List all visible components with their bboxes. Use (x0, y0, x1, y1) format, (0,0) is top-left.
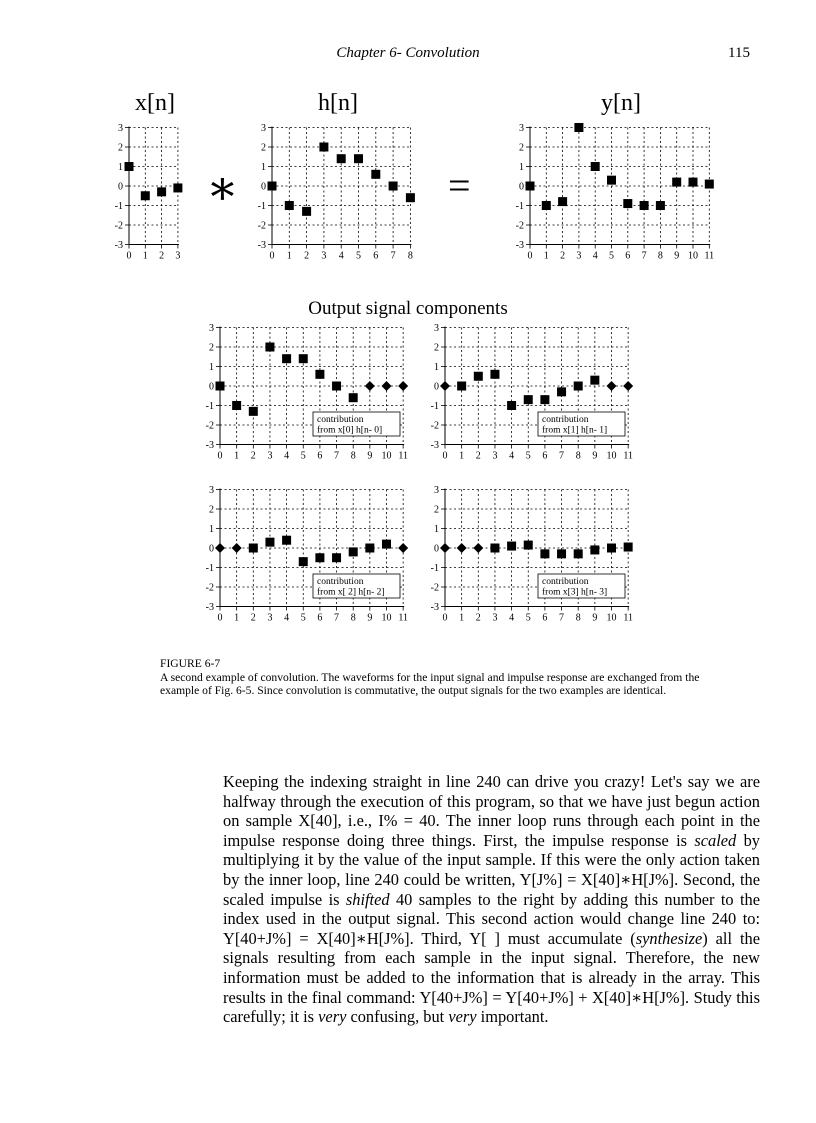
data-point-square (315, 370, 324, 379)
x-tick-label: 0 (269, 250, 275, 262)
y-tick-label: 0 (209, 381, 214, 393)
data-point-square (524, 395, 533, 404)
data-point-diamond (398, 381, 408, 391)
data-point-square (382, 540, 391, 549)
x-tick-label: 1 (459, 612, 465, 624)
x-tick-label: 10 (381, 612, 392, 624)
data-point-square (141, 191, 150, 200)
x-tick-label: 2 (159, 250, 165, 262)
data-point-square (265, 343, 274, 352)
x-tick-label: 4 (338, 250, 344, 262)
x-tick-label: 2 (475, 612, 481, 624)
x-tick-label: 2 (475, 450, 481, 462)
data-point-square (574, 123, 583, 132)
x-tick-label: 6 (542, 612, 548, 624)
x-tick-label: 8 (575, 612, 581, 624)
legend-text: contribution (317, 577, 364, 587)
x-tick-label: 1 (459, 450, 465, 462)
x-tick-label: 8 (350, 450, 356, 462)
y-tick-label: 0 (519, 181, 524, 193)
y-tick-label: -1 (430, 401, 439, 412)
y-tick-label: 3 (118, 123, 123, 134)
data-point-square (672, 178, 681, 187)
y-tick-label: -2 (205, 420, 214, 432)
data-point-square (524, 541, 533, 550)
data-point-diamond (607, 381, 617, 391)
y-tick-label: 1 (118, 162, 123, 173)
y-tick-label: 1 (519, 162, 524, 173)
data-point-square (590, 545, 599, 554)
chart-y (516, 123, 714, 262)
x-tick-label: 10 (606, 450, 617, 462)
x-tick-label: 4 (284, 450, 290, 462)
x-tick-label: 11 (623, 450, 633, 462)
data-point-square (542, 201, 551, 210)
data-point-square (365, 544, 374, 553)
x-tick-label: 6 (625, 250, 631, 262)
data-point-square (590, 376, 599, 385)
x-tick-label: 8 (657, 250, 663, 262)
data-point-square (349, 547, 358, 556)
y-tick-label: 1 (434, 524, 439, 535)
x-tick-label: 3 (492, 450, 498, 462)
x-tick-label: 0 (126, 250, 132, 262)
x-tick-label: 5 (356, 250, 361, 262)
x-tick-label: 2 (250, 450, 256, 462)
x-tick-label: 7 (641, 250, 647, 262)
data-point-square (705, 180, 714, 189)
y-tick-label: 3 (519, 123, 524, 134)
y-tick-label: -2 (205, 582, 214, 594)
y-tick-label: -3 (430, 602, 439, 613)
data-point-square (607, 176, 616, 185)
x-tick-label: 10 (381, 450, 392, 462)
y-tick-label: 2 (434, 504, 439, 516)
y-tick-label: -2 (257, 220, 266, 232)
y-tick-label: -3 (515, 240, 524, 251)
y-tick-label: 3 (261, 123, 266, 134)
y-tick-label: -1 (430, 563, 439, 574)
y-tick-label: 3 (209, 323, 214, 334)
x-tick-label: 3 (321, 250, 327, 262)
x-tick-label: 2 (304, 250, 310, 262)
y-tick-label: -3 (114, 240, 123, 251)
x-tick-label: 9 (592, 612, 598, 624)
y-tick-label: 0 (118, 181, 123, 193)
data-point-square (299, 354, 308, 363)
data-point-square (282, 354, 291, 363)
data-point-square (282, 536, 291, 545)
x-tick-label: 1 (543, 250, 549, 262)
x-tick-label: 10 (606, 612, 617, 624)
x-tick-label: 7 (390, 250, 396, 262)
x-tick-label: 9 (592, 450, 598, 462)
data-point-square (157, 187, 166, 196)
legend-text: contribution (317, 415, 364, 425)
data-point-square (457, 382, 466, 391)
x-tick-label: 4 (509, 612, 515, 624)
data-point-square (349, 393, 358, 402)
emphasis-very-1: very (318, 1007, 347, 1027)
y-tick-label: 3 (434, 323, 439, 334)
y-tick-label: 0 (209, 543, 214, 555)
x-tick-label: 2 (560, 250, 566, 262)
page-number: 115 (728, 45, 750, 61)
running-header: Chapter 6- Convolution (336, 45, 480, 61)
y-tick-label: 2 (118, 142, 123, 154)
data-point-diamond (457, 543, 467, 553)
legend-text: from x[0] h[n- 0] (317, 425, 383, 436)
chart-h (258, 123, 415, 262)
figure-caption (160, 657, 720, 698)
y-tick-label: 1 (261, 162, 266, 173)
x-tick-label: 0 (442, 612, 448, 624)
data-point-square (557, 549, 566, 558)
emphasis-scaled: scaled (694, 830, 737, 850)
x-tick-label: 9 (674, 250, 680, 262)
x-tick-label: 0 (217, 450, 223, 462)
components-title: Output signal components (308, 298, 508, 319)
data-point-diamond (440, 543, 450, 553)
legend-text: from x[1] h[n- 1] (542, 425, 608, 436)
y-tick-label: -3 (205, 440, 214, 451)
data-point-square (558, 197, 567, 206)
convolve-operator: ∗ (206, 162, 239, 215)
x-tick-label: 11 (623, 612, 633, 624)
data-point-square (265, 538, 274, 547)
x-tick-label: 5 (300, 612, 306, 624)
data-point-square (557, 387, 566, 396)
emphasis-very-2: very (448, 1007, 477, 1027)
chart-title-y: y[n] (601, 90, 641, 116)
legend-text: from x[3] h[n- 3] (542, 587, 608, 598)
y-tick-label: -3 (205, 602, 214, 613)
data-point-square (249, 544, 258, 553)
x-tick-label: 6 (317, 612, 323, 624)
y-tick-label: 2 (209, 504, 214, 516)
legend-text: contribution (542, 577, 589, 587)
data-point-square (354, 154, 363, 163)
chart-c3 (431, 485, 633, 624)
x-tick-label: 5 (525, 450, 531, 462)
chart-c0 (206, 323, 408, 462)
data-point-square (268, 182, 277, 191)
y-tick-label: 0 (261, 181, 266, 193)
x-tick-label: 8 (575, 450, 581, 462)
data-point-diamond (473, 543, 483, 553)
x-tick-label: 8 (350, 612, 356, 624)
data-point-square (232, 401, 241, 410)
data-point-square (540, 549, 549, 558)
data-point-diamond (382, 381, 392, 391)
x-tick-label: 0 (442, 450, 448, 462)
data-point-square (337, 154, 346, 163)
y-tick-label: 2 (434, 342, 439, 354)
x-tick-label: 6 (373, 250, 379, 262)
emphasis-synthesize: synthesize (635, 928, 703, 948)
equals-operator: = (448, 163, 471, 208)
x-tick-label: 4 (284, 612, 290, 624)
y-tick-label: -2 (114, 220, 123, 232)
data-point-square (574, 382, 583, 391)
x-tick-label: 7 (559, 612, 565, 624)
chart-title-h: h[n] (318, 90, 358, 116)
data-point-square (332, 553, 341, 562)
x-tick-label: 7 (334, 450, 340, 462)
y-tick-label: -1 (205, 401, 214, 412)
body-paragraph: Keeping the indexing straight in line 240 can drive you crazy! Let's say we are halfway through the execution of this program, so that we have just begun action on sample X[40], i.e., I% = 40. The inner loop runs through each point in the impulse response doing three things. First, the impulse response is scaled by multiplying it by the value of the input sample. If this were the only action taken by the inner loop, line 240 could be written, Y[J%] = X[40]∗H[J%]. Second, the scaled impulse is shifted 40 samples to the right by adding this number to the index used in the output signal. This second action would change line 240 to: Y[40+J%] = X[40]∗H[J%]. Third, Y[ ] must accumulate (synthesize) all the signals resulting from each sample in the input signal. Therefore, the new information must be added to the information that is already in the array. This results in the final command: Y[40+J%] = Y[40+J%] + X[40]∗H[J%]. Study this carefully; it is very confusing, but very important. (223, 772, 761, 1027)
data-point-square (406, 193, 415, 202)
x-tick-label: 1 (234, 612, 240, 624)
x-tick-label: 1 (142, 250, 148, 262)
x-tick-label: 11 (704, 250, 715, 262)
data-point-square (474, 372, 483, 381)
y-tick-label: 3 (209, 485, 214, 496)
x-tick-label: 4 (592, 250, 598, 262)
y-tick-label: -1 (205, 563, 214, 574)
y-tick-label: -3 (257, 240, 266, 251)
y-tick-label: 1 (209, 362, 214, 373)
data-point-square (371, 170, 380, 179)
y-tick-label: 3 (434, 485, 439, 496)
y-tick-label: -2 (430, 582, 439, 594)
data-point-square (689, 178, 698, 187)
data-point-square (173, 183, 182, 192)
data-point-diamond (398, 543, 408, 553)
chart-c2 (206, 485, 408, 624)
x-tick-label: 3 (576, 250, 582, 262)
x-tick-label: 1 (286, 250, 292, 262)
chart-c1 (431, 323, 633, 462)
data-point-diamond (623, 381, 633, 391)
data-point-square (490, 544, 499, 553)
y-tick-label: -1 (515, 201, 524, 212)
y-tick-label: 2 (209, 342, 214, 354)
chart-title-x: x[n] (135, 90, 175, 116)
x-tick-label: 2 (250, 612, 256, 624)
figure-label: FIGURE 6-7 (160, 657, 221, 670)
data-point-square (574, 549, 583, 558)
x-tick-label: 7 (559, 450, 565, 462)
x-tick-label: 11 (398, 612, 408, 624)
y-tick-label: 2 (519, 142, 524, 154)
data-point-square (249, 407, 258, 416)
data-point-square (299, 557, 308, 566)
data-point-diamond (215, 543, 225, 553)
data-point-square (507, 542, 516, 551)
y-tick-label: -1 (257, 201, 266, 212)
data-point-square (591, 162, 600, 171)
x-tick-label: 9 (367, 612, 373, 624)
x-tick-label: 6 (542, 450, 548, 462)
y-tick-label: -2 (430, 420, 439, 432)
x-tick-label: 5 (525, 612, 531, 624)
x-tick-label: 0 (527, 250, 533, 262)
data-point-square (302, 207, 311, 216)
x-tick-label: 3 (492, 612, 498, 624)
x-tick-label: 1 (234, 450, 240, 462)
x-tick-label: 8 (407, 250, 413, 262)
chart-x (115, 123, 183, 262)
x-tick-label: 11 (398, 450, 408, 462)
data-point-diamond (232, 543, 242, 553)
data-point-diamond (440, 381, 450, 391)
x-tick-label: 3 (267, 612, 273, 624)
x-tick-label: 10 (688, 250, 698, 262)
x-tick-label: 0 (217, 612, 223, 624)
data-point-square (656, 201, 665, 210)
x-tick-label: 4 (509, 450, 515, 462)
data-point-square (389, 182, 398, 191)
data-point-square (332, 382, 341, 391)
data-point-square (607, 544, 616, 553)
y-tick-label: 2 (261, 142, 266, 154)
data-point-square (490, 370, 499, 379)
x-tick-label: 9 (367, 450, 373, 462)
data-point-square (640, 201, 649, 210)
data-point-square (285, 201, 294, 210)
data-point-square (540, 395, 549, 404)
y-tick-label: 0 (434, 543, 439, 555)
figure-caption-text: A second example of convolution. The waveforms for the input signal and impulse response are exchanged from the example of Fig. 6-5. Since convolution is commutative, the output signals for the two examples are identical. (160, 670, 700, 698)
emphasis-shifted: shifted (345, 889, 390, 909)
legend-text: from x[ 2] h[n- 2] (317, 587, 385, 598)
data-point-square (125, 162, 134, 171)
y-tick-label: -2 (515, 220, 524, 232)
x-tick-label: 3 (267, 450, 273, 462)
y-tick-label: -1 (114, 201, 123, 212)
legend-text: contribution (542, 415, 589, 425)
y-tick-label: 1 (434, 362, 439, 373)
data-point-square (315, 553, 324, 562)
data-point-square (319, 143, 328, 152)
data-point-square (526, 182, 535, 191)
data-point-square (624, 543, 633, 552)
data-point-square (507, 401, 516, 410)
data-point-diamond (365, 381, 375, 391)
x-tick-label: 3 (175, 250, 181, 262)
x-tick-label: 5 (609, 250, 614, 262)
y-tick-label: 1 (209, 524, 214, 535)
y-tick-label: 0 (434, 381, 439, 393)
data-point-square (216, 382, 225, 391)
y-tick-label: -3 (430, 440, 439, 451)
x-tick-label: 7 (334, 612, 340, 624)
x-tick-label: 6 (317, 450, 323, 462)
x-tick-label: 5 (300, 450, 306, 462)
data-point-square (623, 199, 632, 208)
